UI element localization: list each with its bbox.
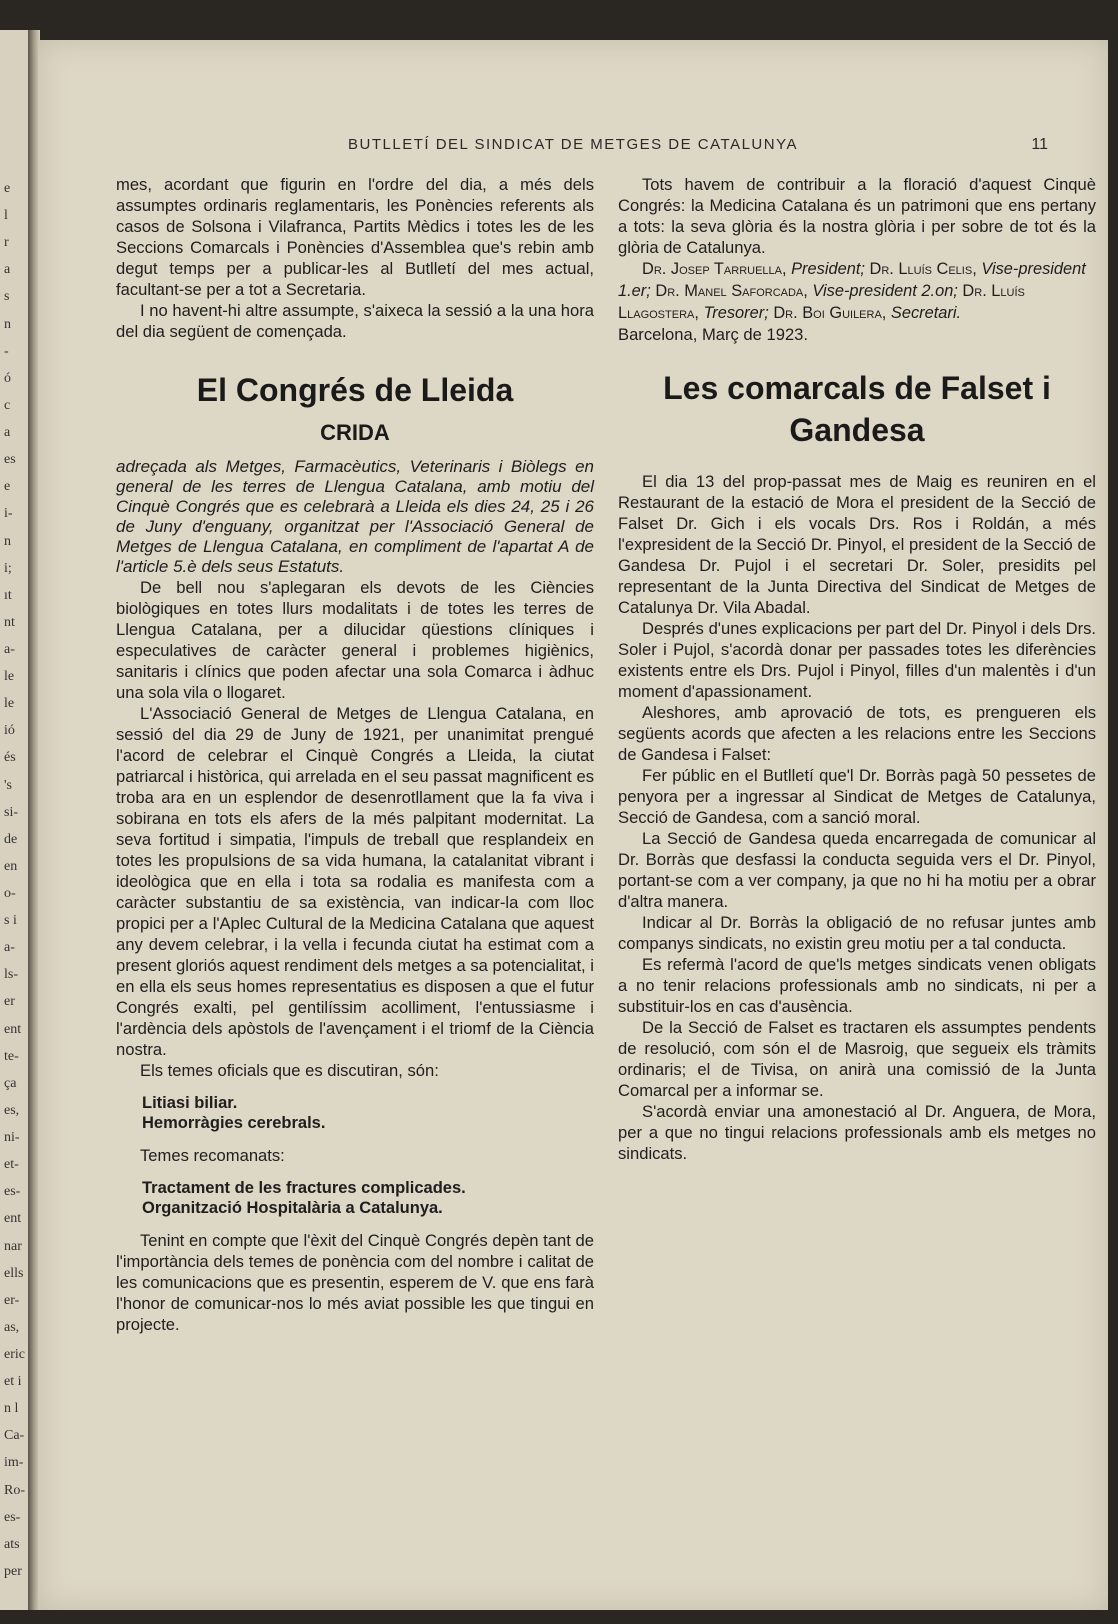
edge-fragment: ent	[4, 1022, 22, 1037]
signatory-role: Vise-president 1.er;	[618, 260, 1086, 300]
signatory-name: Dr. Lluís Celis,	[869, 260, 977, 278]
edge-fragment: r	[4, 235, 9, 250]
signatory-role: Secretari.	[890, 304, 962, 322]
left-column	[116, 174, 594, 1335]
date-line: Barcelona, Març de 1923.	[618, 325, 809, 344]
recommended-label: Temes recomanats:	[140, 1146, 285, 1165]
edge-fragment: e	[4, 181, 11, 196]
paragraph: S'acordà enviar una amonestació al Dr. Anguera, de Mora, per a que no tingui relacions professionals amb els metges no sindicats.	[618, 1102, 1096, 1163]
paragraph: El dia 13 del prop-passat mes de Maig es reuniren en el Restaurant de la estació de Mora el president de la Secció de Falset Dr. Gich i els vocals Drs. Ros i Roldán, a més l'expresident de la Secció Dr. Pinyol, el president de la Secció de Gandesa Dr. Pujol i el secretari Dr. Soler, presidits pel representant de la Junta Directiva del Sindicat de Metges de Catalunya Dr. Vila Abadal.	[618, 472, 1096, 617]
edge-fragment: s	[4, 289, 10, 304]
edge-fragment: ni-	[4, 1130, 20, 1145]
paragraph: Després d'unes explicacions per part del Dr. Pinyol i dels Drs. Soler i Pujol, s'acordà donar per passades totes les diferències existents entre els Drs. Pujol i Pinyol, filles d'un malentès i d'un moment d'apassionament.	[618, 619, 1096, 701]
edge-fragment: i-	[4, 506, 13, 521]
edge-fragment: Ca-	[4, 1428, 25, 1443]
edge-fragment: Ro-	[4, 1483, 25, 1498]
page-number: 11	[1031, 136, 1048, 153]
edge-fragment: 's	[4, 778, 12, 793]
paragraph: mes, acordant que figurin en l'ordre del dia, a més dels assumptes ordinaris reglamentaris, les Ponències referents als casos de Solsona i Vilafranca, Partits Mèdics i totes les de les Seccions Comarcals i Ponències d'Assemblea que's rebin amb degut temps per a publicar-les al Butlletí del mes actual, facultant-se per a tot a Secretaria.	[116, 175, 594, 299]
edge-fragment: n	[4, 534, 11, 549]
paragraph: Aleshores, amb aprovació de tots, es prengueren els següents acords que afecten a les relacions entre les Seccions de Gandesa i Falset:	[618, 703, 1096, 764]
edge-fragment: es	[4, 452, 16, 467]
edge-fragment: ça	[4, 1076, 17, 1091]
edge-fragment: et-	[4, 1157, 19, 1172]
signatory-role: Vise-president 2.on;	[812, 282, 958, 300]
edge-fragment: nar	[4, 1239, 22, 1254]
edge-fragment: le	[4, 696, 15, 711]
article-title: Les comarcals de Falset i Gandesa	[663, 370, 1051, 448]
edge-fragment: i;	[4, 561, 12, 576]
topic-item: Organització Hospitalària a Catalunya.	[142, 1199, 443, 1217]
signatory-role: President;	[791, 260, 865, 278]
edge-fragment: n	[4, 317, 11, 332]
edge-fragment: as,	[4, 1320, 20, 1335]
edge-fragment: es,	[4, 1103, 20, 1118]
topic-item: Litiasi biliar.	[142, 1094, 238, 1112]
edge-fragment: nt	[4, 615, 15, 630]
official-topics	[142, 1093, 594, 1133]
running-header: BUTLLETÍ DEL SINDICAT DE METGES DE CATALUNYA	[348, 136, 798, 153]
edge-fragment: per	[4, 1564, 22, 1579]
signatory-name: Dr. Manel Saforcada,	[655, 282, 808, 300]
topic-item: Hemorràgies cerebrals.	[142, 1114, 326, 1132]
article-subtitle: CRIDA	[320, 420, 390, 445]
edge-fragment: c	[4, 398, 11, 413]
paragraph: Indicar al Dr. Borràs la obligació de no refusar juntes amb companys sindicats, no existin greu motiu per a tal conducta.	[618, 913, 1096, 953]
edge-fragment: a	[4, 262, 11, 277]
edge-fragment: ió	[4, 723, 15, 738]
signatories	[618, 258, 1096, 324]
edge-fragment: er-	[4, 1293, 20, 1308]
signatory-role: Tresorer;	[703, 304, 769, 322]
document-page	[38, 40, 1108, 1610]
edge-fragment: le	[4, 669, 15, 684]
adjacent-page-edge	[0, 30, 30, 1610]
edge-fragment: a-	[4, 940, 15, 955]
edge-fragment: l	[4, 208, 8, 223]
paragraph: Es refermà l'acord de que'ls metges sindicats venen obligats a no tenir relacions professionals amb no sindicats, ni per a substituir-los en cas d'ausència.	[618, 955, 1096, 1016]
right-column	[618, 174, 1096, 1164]
edge-fragment: e	[4, 479, 11, 494]
edge-fragment: -	[4, 344, 9, 359]
edge-fragment: es-	[4, 1184, 21, 1199]
edge-fragment: s i	[4, 913, 17, 928]
recommended-topics	[142, 1178, 594, 1218]
edge-fragment: a	[4, 425, 11, 440]
edge-fragment: er	[4, 994, 15, 1009]
dedication-paragraph: adreçada als Metges, Farmacèutics, Veterinaris i Biòlegs en general de les terres de Llengua Catalana, amb motiu del Cinquè Congrés que es celebrarà a Lleida els dies 24, 25 i 26 de Juny d'enguany, organitzat per l'Associació General de Metges de Llengua Catalana, en compliment de l'apartat A de l'article 5.è dels seus Estatuts.	[116, 457, 594, 576]
edge-fragment: a-	[4, 642, 15, 657]
edge-fragment: et i	[4, 1374, 22, 1389]
edge-fragment: o-	[4, 886, 16, 901]
edge-fragment: ent	[4, 1211, 22, 1226]
edge-fragment: es-	[4, 1510, 21, 1525]
edge-fragment: de	[4, 832, 18, 847]
paragraph: L'Associació General de Metges de Llengua Catalana, en sessió del dia 29 de Juny de 1921, per unanimitat prengué l'acord de celebrar el Cinquè Congrés a Lleida, la ciutat patriarcal i històrica, qui arrelada en el seu passat magnificent es troba ara en un esplendor de desenrotllament que la fa viva i sobirana en tots els afers de la més palpitant modernitat. La seva fortitud i simpatia, l'impuls de treball que resplandeix en totes les propulsions de sa vida humana, la catalanitat vibrant i ideològica que en ella i tota sa rodalia es manifesta com a caràcter substantiu de sa existència, van indicar-la com lloc propici per a l'Aplec Cultural de la Medicina Catalana que aquest any devem celebrar, i la vella i fecunda ciutat ha estimat com a present gloriós aquest rendiment dels metges a sa potencialitat, i en ella els seus homes representatius es disposen a que el futur Congrés exalti, pel gentilíssim acolliment, l'entussiasme i l'ardència dels apòstols de l'avençament i el triomf de la Ciència nostra.	[116, 704, 594, 1059]
signatory-name: Dr. Boi Guilera,	[773, 304, 887, 322]
paragraph: I no havent-hi altre assumpte, s'aixeca la sessió a la una hora del dia següent de començada.	[116, 301, 594, 341]
signatory-name: Dr. Lluís Llagostera,	[618, 282, 1025, 322]
edge-fragment: n l	[4, 1401, 19, 1416]
edge-fragment: ells	[4, 1266, 24, 1281]
edge-fragment: im-	[4, 1455, 24, 1470]
edge-fragment: en	[4, 859, 18, 874]
paragraph: Els temes oficials que es discutiran, són:	[140, 1061, 439, 1080]
paragraph: De bell nou s'aplegaran els devots de les Ciències biològiques en totes llurs modalitats i de totes les terres de Llengua Catalana, per a dilucidar qüestions clíniques i especulatives de caràcter general i problemes higiènics, sanitaris i clínics que poden afectar una sola Comarca i àdhuc una sola vila o llogaret.	[116, 578, 594, 702]
edge-fragment: si-	[4, 805, 18, 820]
signatory-name: Dr. Josep Tarruella,	[642, 260, 787, 278]
paragraph: Fer públic en el Butlletí que'l Dr. Borràs pagà 50 pessetes de penyora per a ingressar al Sindicat de Metges de Catalunya, Secció de Gandesa, com a sanció moral.	[618, 766, 1096, 827]
edge-fragment: eric	[4, 1347, 25, 1362]
edge-fragment: ıt	[4, 588, 12, 603]
article-title: El Congrés de Lleida	[196, 372, 514, 408]
edge-fragment: és	[4, 750, 16, 765]
edge-fragment: ls-	[4, 967, 18, 982]
paragraph: Tenint en compte que l'èxit del Cinquè Congrés depèn tant de l'importància dels temes de ponència com del nombre i calitat de les comunicacions que es presentin, esperem de V. que ens farà l'honor de comunicar-nos lo més aviat possible les que tingui en projecte.	[116, 1231, 594, 1334]
paragraph: La Secció de Gandesa queda encarregada de comunicar al Dr. Borràs que desfassi la conducta seguida vers el Dr. Pinyol, portant-se com a ver company, ja que no hi ha motiu per a obrar d'altra manera.	[618, 829, 1096, 911]
paragraph: Tots havem de contribuir a la floració d'aquest Cinquè Congrés: la Medicina Catalana és un patrimoni que ens pertany a tots: la seva glòria és la nostra glòria i per sobre de tot és la glòria de Catalunya.	[618, 175, 1096, 257]
edge-fragment: ó	[4, 371, 11, 386]
topic-item: Tractament de les fractures complicades.	[142, 1179, 466, 1197]
paragraph: De la Secció de Falset es tractaren els assumptes pendents de resolució, com són el de Masroig, que segueix els tràmits ordinaris; el de Tivisa, on anirà una comissió de la Junta Comarcal per a informar se.	[618, 1018, 1096, 1100]
edge-fragment: ats	[4, 1537, 20, 1552]
edge-fragment: te-	[4, 1049, 19, 1064]
